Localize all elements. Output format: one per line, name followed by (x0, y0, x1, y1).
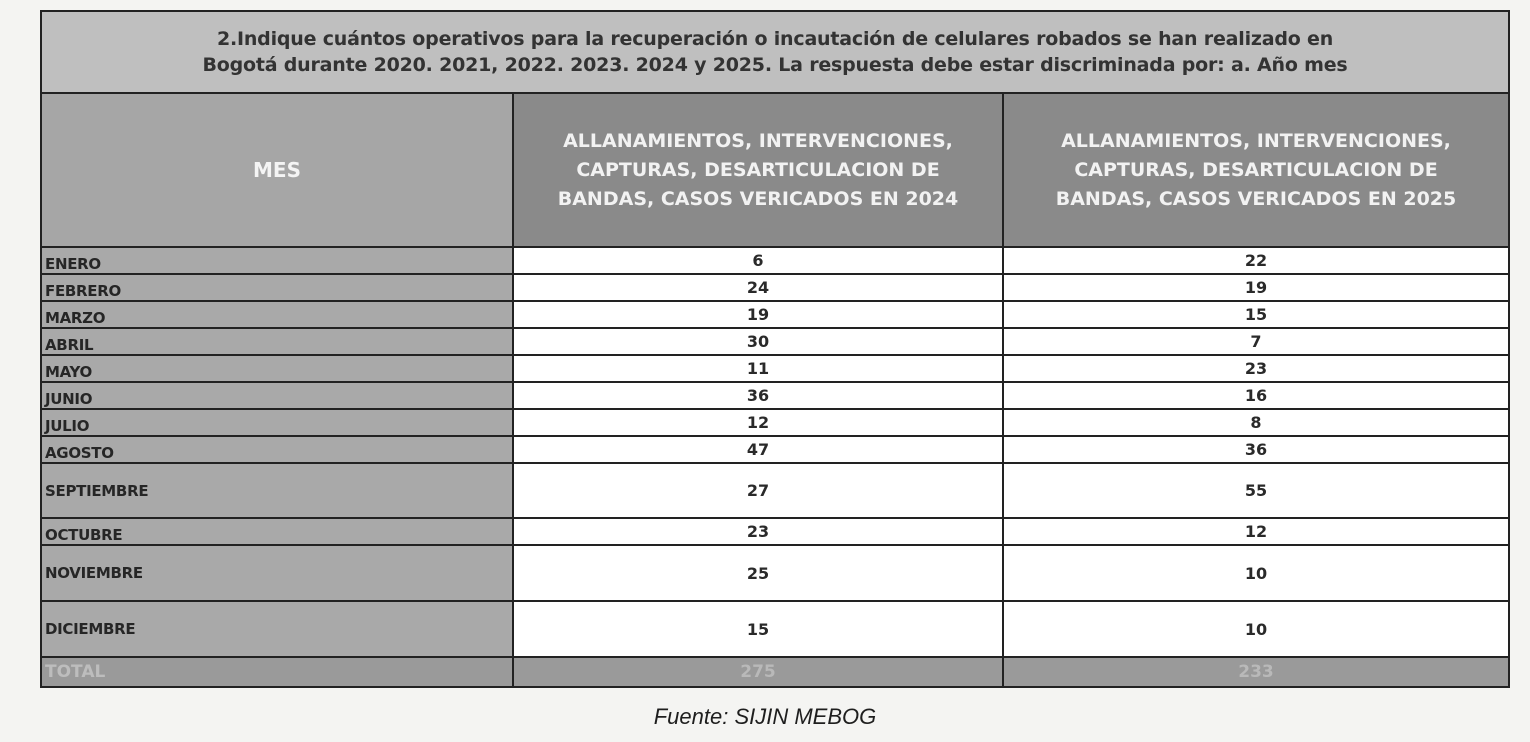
value-2024-cell: 6 (513, 247, 1003, 274)
table-row (41, 382, 1509, 409)
value-2024-cell: 24 (513, 274, 1003, 301)
source-caption: Fuente: SIJIN MEBOG (653, 704, 877, 729)
value-2025-cell: 16 (1003, 382, 1509, 409)
header-2024-line-1: ALLANAMIENTOS, INTERVENCIONES, (563, 129, 953, 152)
table-row (41, 545, 1509, 601)
month-cell: MARZO (41, 301, 513, 328)
value-2024-cell: 15 (513, 601, 1003, 657)
table-row (41, 355, 1509, 382)
data-table-sheet (40, 10, 1508, 688)
value-2024-cell: 19 (513, 301, 1003, 328)
column-header-2025 (1003, 93, 1509, 247)
value-2024-cell: 30 (513, 328, 1003, 355)
header-2025-line-2: CAPTURAS, DESARTICULACION DE (1074, 158, 1438, 181)
question-line-1: 2.Indique cuántos operativos para la recuperación o incautación de celulares robados se han realizado en (216, 28, 1334, 50)
column-header-2024 (513, 93, 1003, 247)
total-2025: 233 (1003, 657, 1509, 687)
value-2025-cell: 19 (1003, 274, 1509, 301)
value-2024-cell: 27 (513, 463, 1003, 518)
month-cell: SEPTIEMBRE (41, 463, 513, 518)
column-header-month: MES (41, 93, 513, 247)
value-2024-cell: 11 (513, 355, 1003, 382)
table-row (41, 518, 1509, 545)
header-2024-line-3: BANDAS, CASOS VERICADOS EN 2024 (557, 187, 959, 210)
question-line-2: Bogotá durante 2020. 2021, 2022. 2023. 2024 y 2025. La respuesta debe estar discriminada por: a. Año mes (202, 54, 1348, 76)
operations-table (40, 10, 1510, 688)
table-row (41, 436, 1509, 463)
table-row (41, 601, 1509, 657)
table-row (41, 301, 1509, 328)
value-2025-cell: 10 (1003, 545, 1509, 601)
month-cell: DICIEMBRE (41, 601, 513, 657)
month-cell: ABRIL (41, 328, 513, 355)
table-row (41, 247, 1509, 274)
month-cell: FEBRERO (41, 274, 513, 301)
month-cell: OCTUBRE (41, 518, 513, 545)
table-row (41, 328, 1509, 355)
month-cell: JULIO (41, 409, 513, 436)
value-2025-cell: 12 (1003, 518, 1509, 545)
header-2024-line-2: CAPTURAS, DESARTICULACION DE (576, 158, 940, 181)
month-cell: MAYO (41, 355, 513, 382)
total-2024: 275 (513, 657, 1003, 687)
value-2025-cell: 36 (1003, 436, 1509, 463)
value-2025-cell: 10 (1003, 601, 1509, 657)
table-row (41, 463, 1509, 518)
header-2025-line-1: ALLANAMIENTOS, INTERVENCIONES, (1061, 129, 1451, 152)
value-2024-cell: 12 (513, 409, 1003, 436)
value-2024-cell: 36 (513, 382, 1003, 409)
value-2025-cell: 55 (1003, 463, 1509, 518)
value-2025-cell: 8 (1003, 409, 1509, 436)
value-2025-cell: 23 (1003, 355, 1509, 382)
table-row (41, 409, 1509, 436)
question-header (41, 11, 1509, 93)
table-row (41, 274, 1509, 301)
total-row (41, 657, 1509, 687)
value-2025-cell: 22 (1003, 247, 1509, 274)
header-2025-line-3: BANDAS, CASOS VERICADOS EN 2025 (1055, 187, 1457, 210)
value-2024-cell: 23 (513, 518, 1003, 545)
value-2025-cell: 7 (1003, 328, 1509, 355)
month-cell: NOVIEMBRE (41, 545, 513, 601)
month-cell: JUNIO (41, 382, 513, 409)
month-cell: ENERO (41, 247, 513, 274)
value-2024-cell: 25 (513, 545, 1003, 601)
value-2024-cell: 47 (513, 436, 1003, 463)
total-label: TOTAL (41, 657, 513, 687)
value-2025-cell: 15 (1003, 301, 1509, 328)
month-cell: AGOSTO (41, 436, 513, 463)
